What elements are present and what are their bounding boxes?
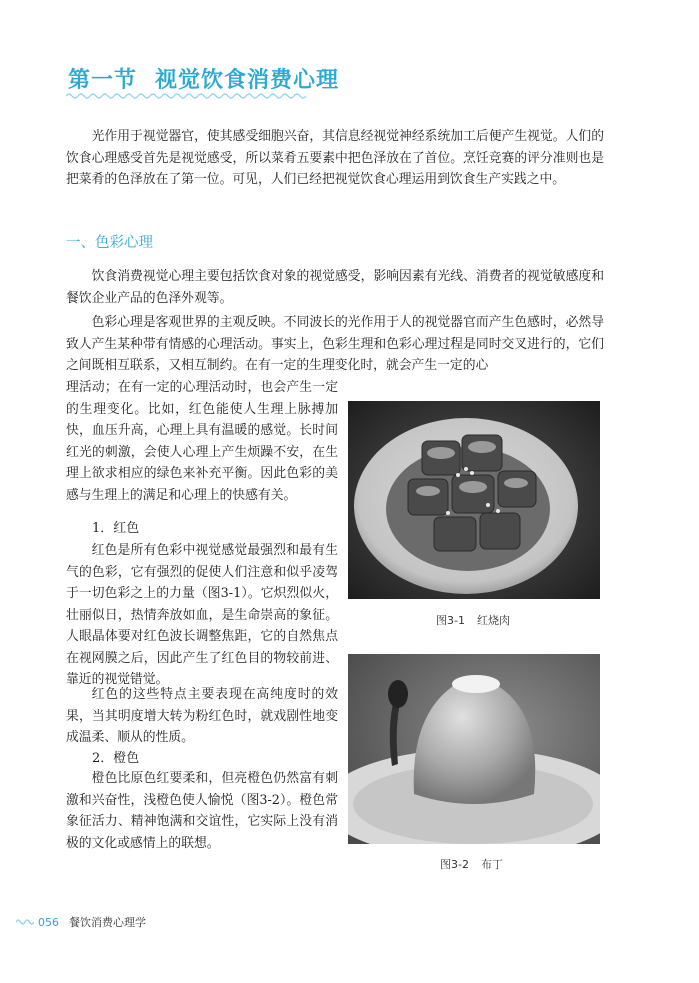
section-title	[68, 63, 339, 94]
figure-text-1: 红烧肉	[476, 614, 510, 627]
section-title-text: 视觉饮食消费心理	[155, 68, 340, 93]
figure-label-1: 图3-1	[436, 614, 465, 627]
red-paragraph-1: 红色是所有色彩中视觉感觉最强烈和最有生气的色彩，它有强烈的促使人们注意和似乎凌驾于一切色彩之上的力量（图3-1）。它炽烈似火，壮丽似日，热情奔放如血，是生命崇高的象征。人眼晶体要对红色波长调整焦距，它的自然焦点在视网膜之后，因此产生了红色目的物较前进、靠近的视觉错觉。	[66, 543, 338, 687]
orange-heading: 2．橙色	[92, 751, 140, 766]
braised-pork-photo	[348, 401, 600, 599]
figure-label-2: 图3-2	[440, 858, 469, 871]
page-footer	[16, 912, 146, 932]
figure-caption-1	[436, 612, 510, 628]
page-number: 056	[38, 915, 59, 929]
orange-paragraph: 橙色比原色红要柔和，但亮橙色仍然富有刺激和兴奋性，浅橙色使人愉悦（图3-2）。橙色常象征活力、精神饱满和交谊性，它实际上没有消极的文化或感情上的联想。	[66, 771, 338, 851]
figure-text-2: 布丁	[480, 858, 503, 871]
title-wave-divider	[66, 92, 306, 100]
book-title: 餐饮消费心理学	[69, 916, 146, 929]
paragraph-color-psych-narrow: 理活动；在有一定的心理活动时，也会产生一定的生理变化。比如，红色能使人生理上脉搏加快，血压升高，心理上具有温暖的感觉。长时间红光的刺激，会使人心理上产生烦躁不安，在生理上欲求相应的绿色来补充平衡。因此色彩的美感与生理上的满足和心理上的快感有关。	[66, 380, 338, 503]
red-paragraph-2: 红色的这些特点主要表现在高纯度时的效果，当其明度增大转为粉红色时，就戏剧性地变成温柔、顺从的性质。	[66, 687, 338, 745]
footer-wave-icon	[16, 918, 34, 926]
pudding-photo	[348, 654, 600, 844]
paragraph-color-psych-full: 色彩心理是客观世界的主观反映。不同波长的光作用于人的视觉器官而产生色感时，必然导致人产生某种带有情感的心理活动。事实上，色彩生理和色彩心理过程是同时交叉进行的，它们之间既相互联系，又相互制约。在有一定的生理变化时，就会产生一定的心	[66, 315, 604, 373]
subsection-heading: 一、色彩心理	[66, 235, 153, 251]
intro-paragraph: 光作用于视觉器官，使其感受细胞兴奋，其信息经视觉神经系统加工后便产生视觉。人们的饮食心理感受首先是视觉感受，所以菜肴五要素中把色泽放在了首位。烹饪竞赛的评分准则也是把菜肴的色泽放在了第一位。可见，人们已经把视觉饮食心理运用到饮食生产实践之中。	[66, 129, 604, 187]
paragraph-visual-intro: 饮食消费视觉心理主要包括饮食对象的视觉感受，影响因素有光线、消费者的视觉敏感度和餐饮企业产品的色泽外观等。	[66, 269, 604, 306]
figure-caption-2	[440, 856, 503, 872]
red-heading: 1．红色	[92, 521, 140, 536]
section-number: 第一节	[68, 68, 138, 93]
